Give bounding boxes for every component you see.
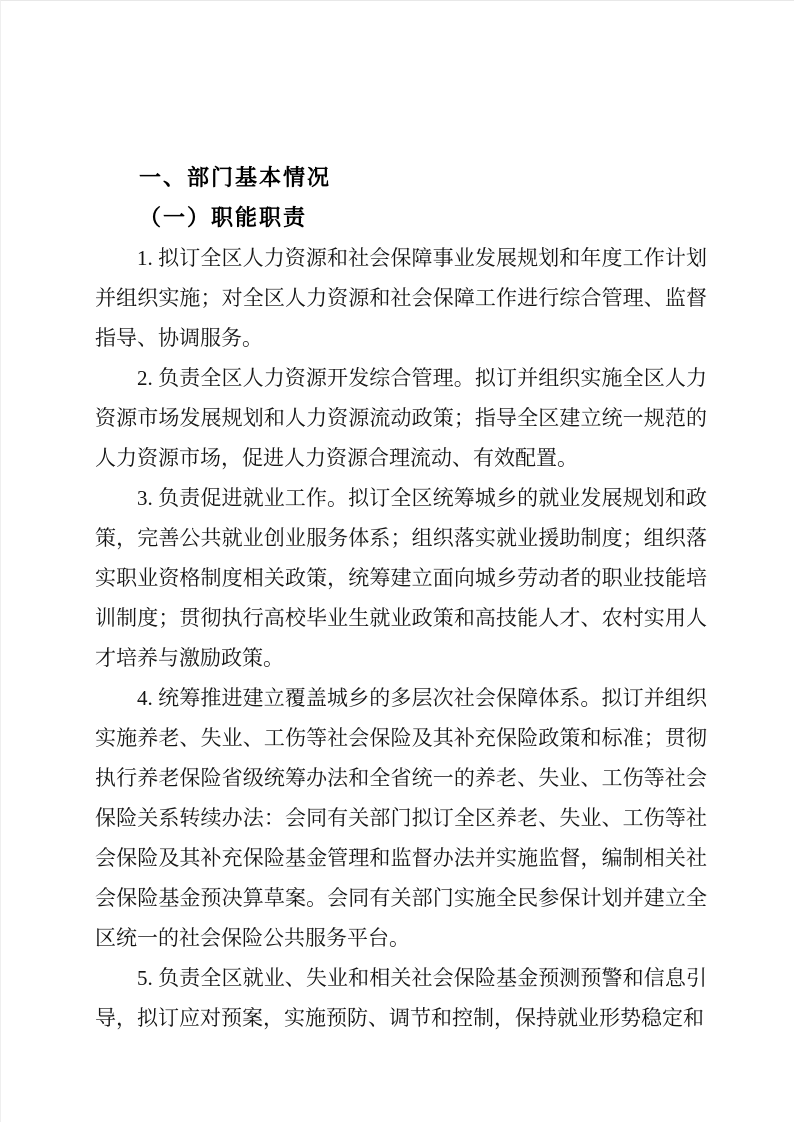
section-heading: 一、部门基本情况: [139, 165, 332, 190]
subsection-heading: （一）职能职责: [139, 205, 308, 230]
duty-paragraph-2: 2. 负责全区人力资源开发综合管理。拟订并组织实施全区人力资源市场发展规划和人力资源流动政策；指导全区建立统一规范的人力资源市场，促进人力资源合理流动、有效配置。: [95, 366, 707, 470]
duty-paragraph-1: 1. 拟订全区人力资源和社会保障事业发展规划和年度工作计划并组织实施；对全区人力资源和社会保障工作进行综合管理、监督指导、协调服务。: [95, 246, 707, 350]
duty-paragraph-5: 5. 负责全区就业、失业和相关社会保险基金预测预警和信息引导，拟订应对预案，实施预防、调节和控制，保持就业形势稳定和: [95, 966, 707, 1030]
duty-paragraph-3: 3. 负责促进就业工作。拟订全区统筹城乡的就业发展规划和政策，完善公共就业创业服务体系；组织落实就业援助制度；组织落实职业资格制度相关政策，统筹建立面向城乡劳动者的职业技能培训制度；贯彻执行高校毕业生就业政策和高技能人才、农村实用人才培养与激励政策。: [95, 486, 707, 670]
duty-paragraph-4: 4. 统筹推进建立覆盖城乡的多层次社会保障体系。拟订并组织实施养老、失业、工伤等社会保险及其补充保险政策和标准；贯彻执行养老保险省级统筹办法和全省统一的养老、失业、工伤等社会保险关系转续办法：会同有关部门拟订全区养老、失业、工伤等社会保险及其补充保险基金管理和监督办法并实施监督，编制相关社会保险基金预决算草案。会同有关部门实施全民参保计划并建立全区统一的社会保险公共服务平台。: [95, 686, 707, 950]
document-content: [95, 1, 707, 1038]
